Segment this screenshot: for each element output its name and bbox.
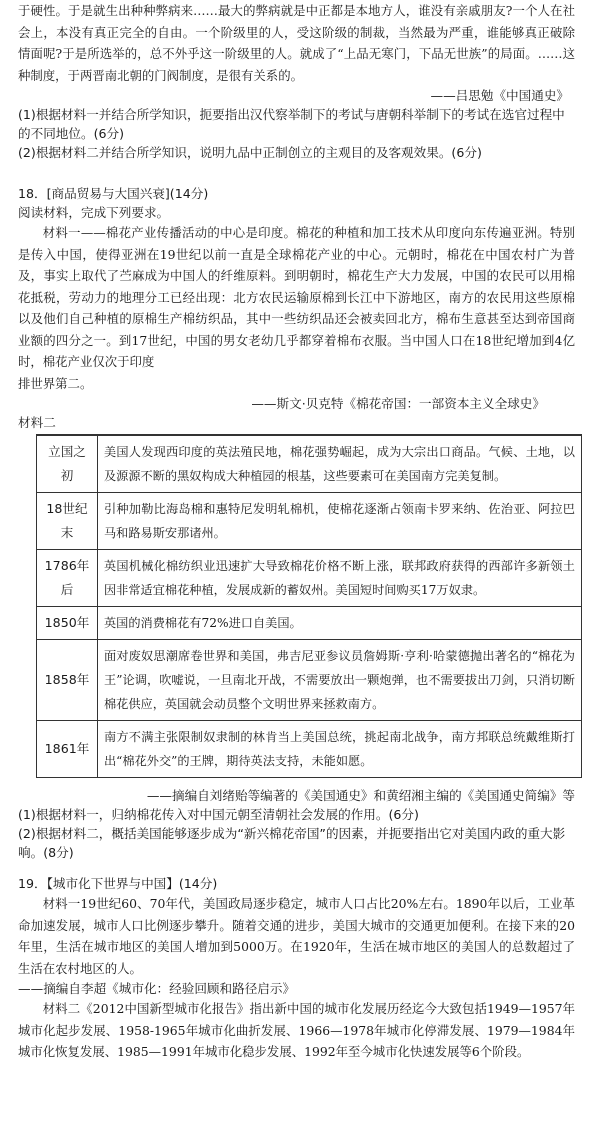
table-text-cell: 南方不满主张限制奴隶制的林肯当上美国总统，挑起南北战争，南方邦联总统戴维斯打出“棉花外交”的王牌，期待英法支持，未能如愿。 (98, 721, 582, 778)
table-year-cell: 立国之初 (37, 435, 98, 493)
source-lv-simian: ——吕思勉《中国通史》 (430, 88, 569, 103)
table-year-cell: 1786年后 (37, 550, 98, 607)
source-beckert: ——斯文·贝克特《棉花帝国：一部资本主义全球史》 (251, 396, 545, 411)
question-18-part-2: (2)根据材料二，概括美国能够逐步成为“新兴棉花帝国”的因素，并扼要指出它对美国内政的重大影响。(8分) (18, 826, 566, 860)
table-year-cell: 1861年 (37, 721, 98, 778)
question-18-part-1: (1)根据材料一，归纳棉花传入对中国元朝至清朝社会发展的作用。(6分) (18, 807, 419, 822)
question-19-material-2: 材料二《2012中国新型城市化报告》指出新中国的城市化发展历经迄今大致包括1949—1957年城市化起步发展、1958-1965年城市化曲折发展、1966—1978年城市化停滞发展、1979—1984年城市化恢复发展、1985—1991年城市化稳步发展、1992年至今城市化快速发展等6个阶段。 (18, 1001, 575, 1059)
question-19-title: 19．【城市化下世界与中国】(14分) (18, 876, 218, 891)
table-row (37, 493, 582, 550)
table-row (37, 721, 582, 778)
material-2-label: 材料二 (18, 415, 56, 430)
table-row (37, 640, 582, 721)
material-2-table (36, 434, 582, 778)
source-li-chao: ——摘编自李超《城市化：经验回顾和路径启示》 (18, 981, 296, 996)
table-year-cell: 18世纪末 (37, 493, 98, 550)
table-text-cell: 英国机械化棉纺织业迅速扩大导致棉花价格不断上涨，联邦政府获得的西部许多新领土因非常适宜棉花种植，发展成新的蓄奴州。美国短时间购买17万奴隶。 (98, 550, 582, 607)
table-row (37, 607, 582, 640)
table-text-cell: 引种加勒比海岛棉和惠特尼发明轧棉机，使棉花逐渐占领南卡罗来纳、佐治亚、阿拉巴马和路易斯安那诸州。 (98, 493, 582, 550)
question-17-part-1: (1)根据材料一并结合所学知识，扼要指出汉代察举制下的考试与唐朝科举制下的考试在选官过程中的不同地位。(6分) (18, 107, 565, 141)
question-18-material-1: 材料一——棉花产业传播活动的中心是印度。棉花的种植和加工技术从印度向东传遍亚洲。特别是传入中国，使得亚洲在19世纪以前一直是全球棉花产业的中心。元朝时，棉花在中国农村广为普及，事实上取代了苎麻成为中国人的纤维原料。到明朝时，棉花生产大力发展，中国的农民可以用棉花抵税，劳动力的地理分工已经出现：北方农民运输原棉到长江中下游地区，南方的农民用这些原棉以及他们自己种植的原棉生产棉纺织品，其中一些纺织品还会被卖回北方，棉布生意甚至达到帝国商业额的四分之一。到17世纪，中国的男女老幼几乎都穿着棉布衣服。当中国人口在18世纪增加到4亿时，棉花产业仅次于印度 (18, 225, 575, 369)
table-text-cell: 英国的消费棉花有72%进口自美国。 (98, 607, 582, 640)
table-year-cell: 1858年 (37, 640, 98, 721)
table-text-cell: 美国人发现西印度的英法殖民地，棉花强势崛起，成为大宗出口商品。气候、土地，以及源源不断的黑奴构成大种植园的根基，这些要素可在美国南方完美复制。 (98, 435, 582, 493)
table-row (37, 550, 582, 607)
question-17-part-2: (2)根据材料二并结合所学知识，说明九品中正制创立的主观目的及客观效果。(6分) (18, 145, 482, 160)
question-18-instruction: 阅读材料，完成下列要求。 (18, 205, 170, 220)
source-us-history: ——摘编自刘绪贻等编著的《美国通史》和黄绍湘主编的《美国通史简编》等 (146, 788, 575, 803)
question-19-material-1: 材料一19世纪60、70年代，美国政局逐步稳定，城市人口占比20%左右。1890年以后，工业革命加速发展，城市人口比例逐步攀升。随着交通的进步，美国大城市的交通更加便利。在接下来的20年里，生活在城市地区的美国人增加到5000万。在1920年，生活在城市地区的美国人的总数超过了生活在农村地区的人。 (18, 896, 575, 976)
table-row (37, 435, 582, 493)
question-18-title: 18．[商品贸易与大国兴衰](14分) (18, 186, 209, 201)
material-2-continued-text: 于硬性。于是就生出种种弊病来……最大的弊病就是中正都是本地方人，谁没有亲戚朋友?一个人在社会上，本没有真正完全的自由。一个阶级里的人，受这阶级的制裁，当然最为严重，谁能够真正破除情面呢?于是所选举的，总不外乎这一阶级里的人。就成了“上品无寒门，下品无世族”的局面。……这种制度，于两晋南北朝的门阀制度，是很有关系的。 (18, 3, 575, 83)
table-text-cell: 面对废奴思潮席卷世界和美国，弗吉尼亚参议员詹姆斯·亨利·哈蒙德抛出著名的“棉花为王”论调，吹嘘说，一旦南北开战，不需要放出一颗炮弹，也不需要拔出刀剑，只消切断棉花供应，英国就会动员整个文明世界来拯救南方。 (98, 640, 582, 721)
table-year-cell: 1850年 (37, 607, 98, 640)
question-18-material-1-tail: 排世界第二。 (18, 375, 93, 391)
